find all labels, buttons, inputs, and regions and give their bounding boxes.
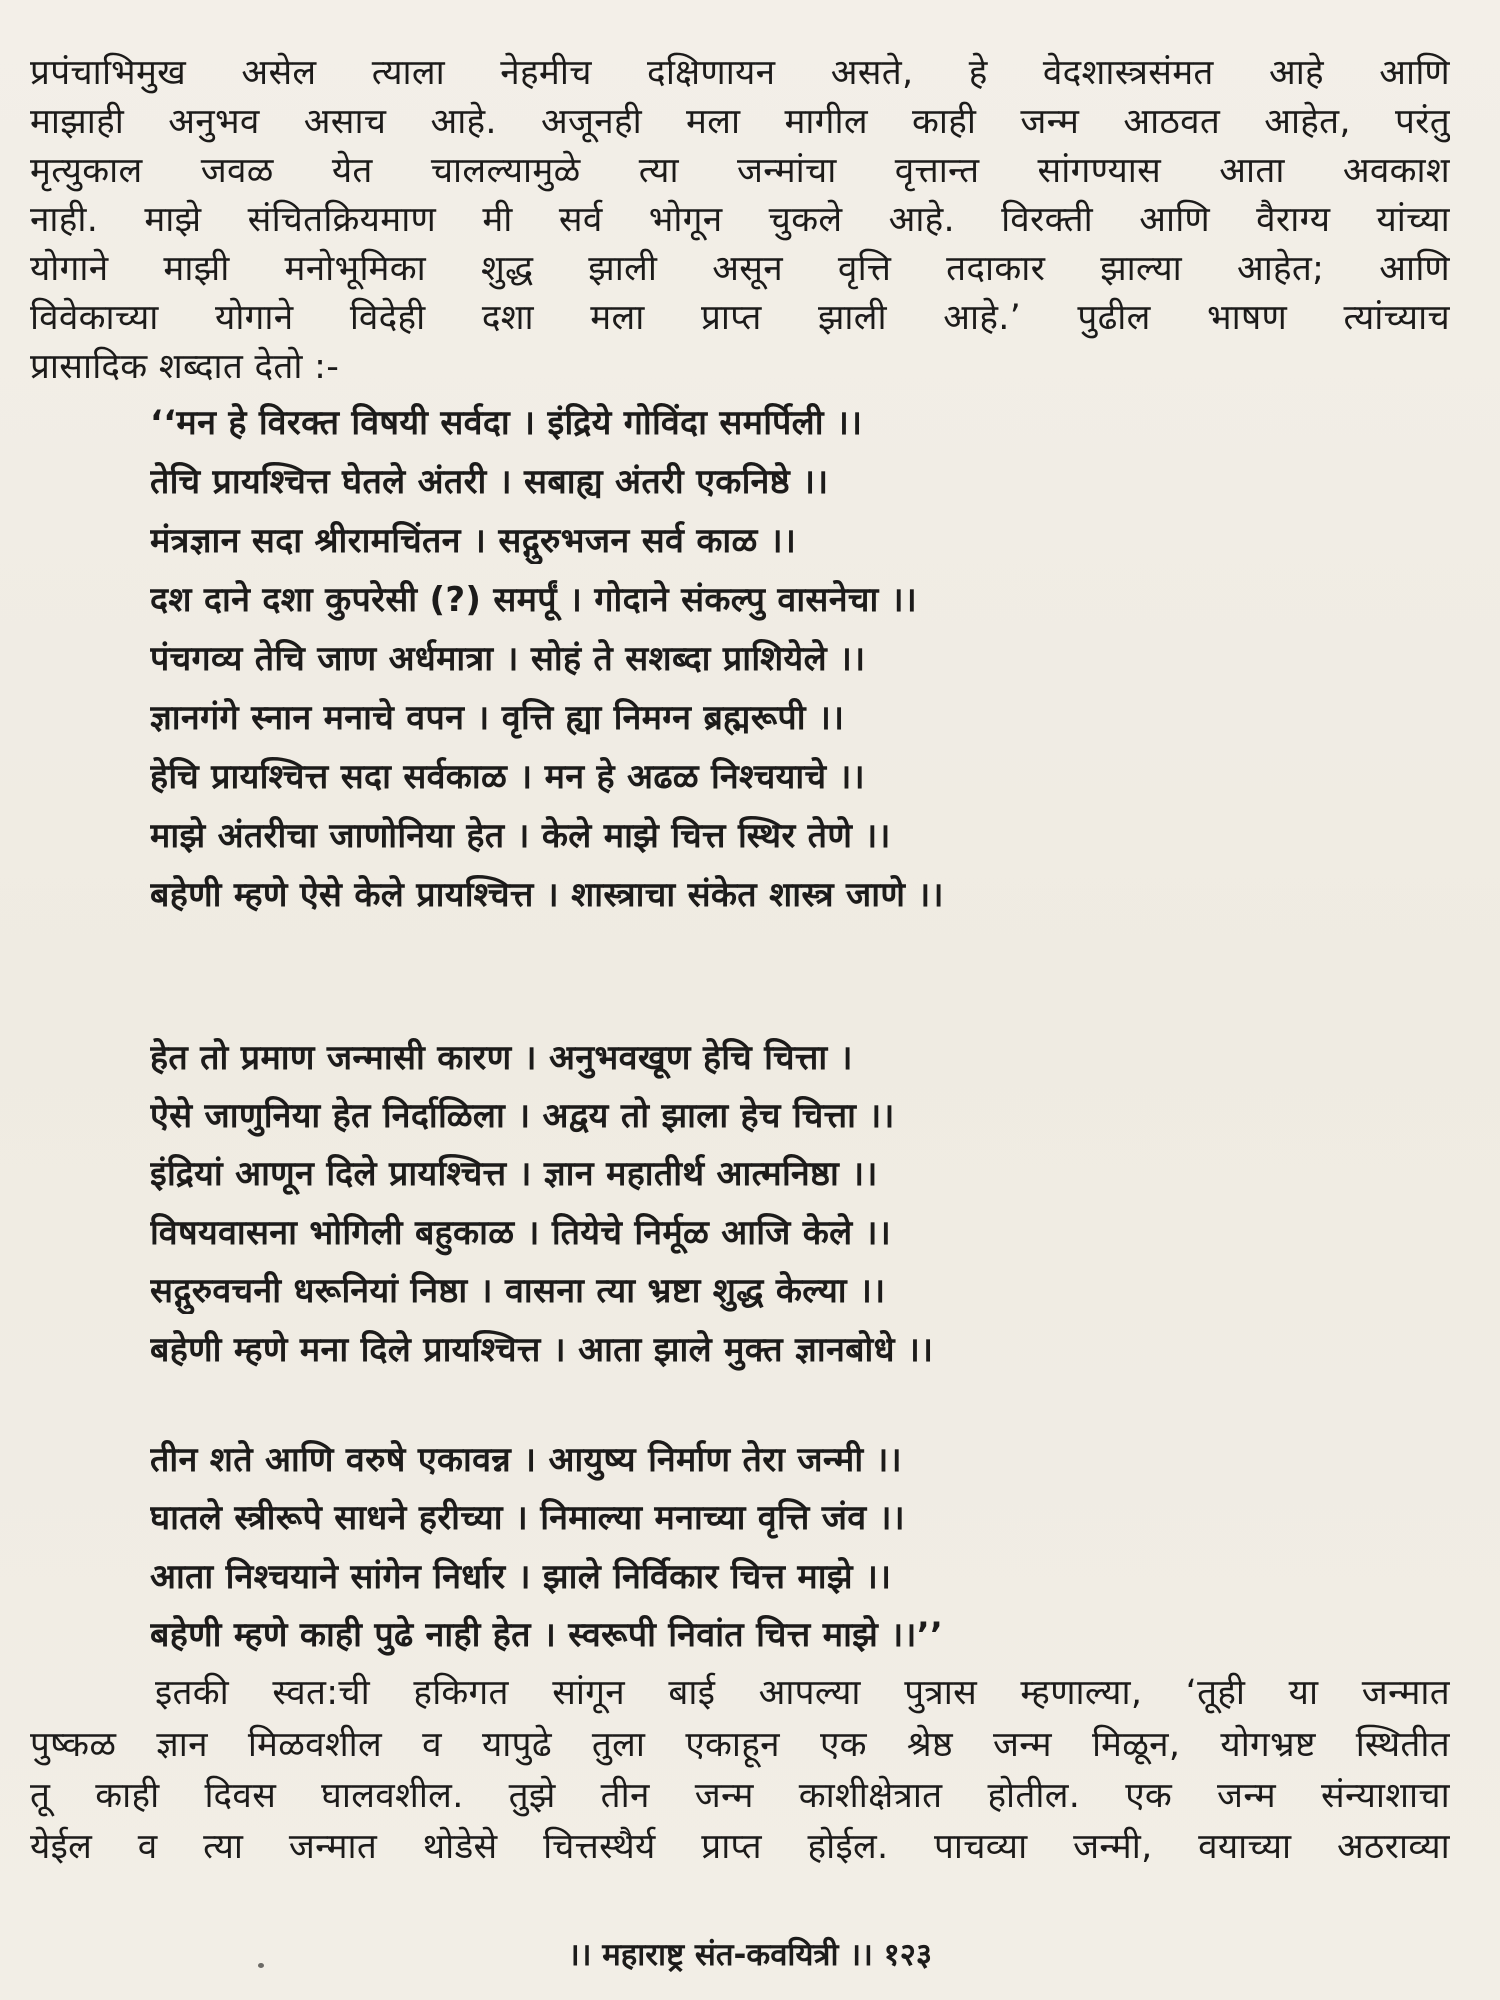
verse-line: पंचगव्य तेचि जाण अर्धमात्रा । सोहं ते सशब्दा प्राशियेले ।। [150, 639, 866, 679]
verse-line: ऐसे जाणुनिया हेत निर्दाळिला । अद्वय तो झाला हेच चित्ता ।। [150, 1096, 895, 1136]
prose-line: योगाने माझी मनोभूमिका शुद्ध झाली असून वृत्ति तदाकार झाल्या आहेत; आणि [30, 249, 1450, 289]
verse-line: तीन शते आणि वरुषे एकावन्न । आयुष्य निर्माण तेरा जन्मी ।। [150, 1440, 902, 1480]
verse-line: हेत तो प्रमाण जन्मासी कारण । अनुभवखूण हेचि चित्ता । [150, 1038, 853, 1078]
verse-line: ज्ञानगंगे स्नान मनाचे वपन । वृत्ति ह्या निमग्न ब्रह्मरूपी ।। [150, 698, 845, 738]
verse-line: मंत्रज्ञान सदा श्रीरामचिंतन । सद्गुरुभजन सर्व काळ ।। [150, 521, 797, 561]
prose-line: मृत्युकाल जवळ येत चालल्यामुळे त्या जन्मांचा वृत्तान्त सांगण्यास आता अवकाश [30, 151, 1450, 191]
prose-line: प्रासादिक शब्दात देतो :- [30, 347, 340, 387]
verse-line: माझे अंतरीचा जाणोनिया हेत । केले माझे चित्त स्थिर तेणे ।। [150, 816, 891, 856]
verse-line: हेचि प्रायश्चित्त सदा सर्वकाळ । मन हे अढळ निश्चयाचे ।। [150, 757, 865, 797]
verse-line: बहेणी म्हणे मना दिले प्रायश्चित्त । आता झाले मुक्त ज्ञानबोधे ।। [150, 1330, 934, 1370]
prose-line: विवेकाच्या योगाने विदेही दशा मला प्राप्त झाली आहे.’ पुढील भाषण त्यांच्याच [30, 298, 1450, 338]
verse-line: इंद्रियां आणून दिले प्रायश्चित्त । ज्ञान महातीर्थ आत्मनिष्ठा ।। [150, 1154, 878, 1194]
verse-line: बहेणी म्हणे ऐसे केले प्रायश्चित्त । शास्त्राचा संकेत शास्त्र जाणे ।। [150, 875, 944, 915]
verse-line: विषयवासना भोगिली बहुकाळ । तियेचे निर्मूळ आजि केले ।। [150, 1213, 892, 1253]
verse-line: बहेणी म्हणे काही पुढे नाही हेत । स्वरूपी निवांत चित्त माझे ।।’’ [150, 1615, 944, 1655]
verse-line: आता निश्चयाने सांगेन निर्धार । झाले निर्विकार चित्त माझे ।। [150, 1557, 892, 1597]
paper-speck [258, 1963, 264, 1968]
verse-line: ‘‘मन हे विरक्त विषयी सर्वदा । इंद्रिये गोविंदा समर्पिली ।। [150, 403, 863, 443]
prose-line: येईल व त्या जन्मात थोडेसे चित्तस्थैर्य प्राप्त होईल. पाचव्या जन्मी, वयाच्या अठराव्या [30, 1827, 1450, 1867]
page-footer: ।। महाराष्ट्र संत-कवयित्री ।। १२३ [567, 1937, 933, 1973]
verse-line: तेचि प्रायश्चित्त घेतले अंतरी । सबाह्य अंतरी एकनिष्ठे ।। [150, 462, 829, 502]
prose-line: पुष्कळ ज्ञान मिळवशील व यापुढे तुला एकाहून एक श्रेष्ठ जन्म मिळून, योगभ्रष्ट स्थितीत [30, 1725, 1450, 1765]
verse-line: दश दाने दशा कुपरेसी (?) समर्पूं । गोदाने संकल्पु वासनेचा ।। [150, 580, 918, 620]
prose-line: प्रपंचाभिमुख असेल त्याला नेहमीच दक्षिणायन असते, हे वेदशास्त्रसंमत आहे आणि [30, 53, 1450, 93]
prose-line: नाही. माझे संचितक्रियमाण मी सर्व भोगून चुकले आहे. विरक्ती आणि वैराग्य यांच्या [30, 200, 1450, 240]
prose-line: इतकी स्वत:ची हकिगत सांगून बाई आपल्या पुत्रास म्हणाल्या, ‘तूही या जन्मात [155, 1673, 1450, 1713]
verse-line: सद्गुरुवचनी धरूनियां निष्ठा । वासना त्या भ्रष्टा शुद्ध केल्या ।। [150, 1271, 886, 1311]
prose-line: माझाही अनुभव असाच आहे. अजूनही मला मागील काही जन्म आठवत आहेत, परंतु [30, 102, 1450, 142]
verse-line: घातले स्त्रीरूपे साधने हरीच्या । निमाल्या मनाच्या वृत्ति जंव ।। [150, 1498, 905, 1538]
prose-line: तू काही दिवस घालवशील. तुझे तीन जन्म काशीक्षेत्रात होतील. एक जन्म संन्याशाचा [30, 1776, 1450, 1816]
